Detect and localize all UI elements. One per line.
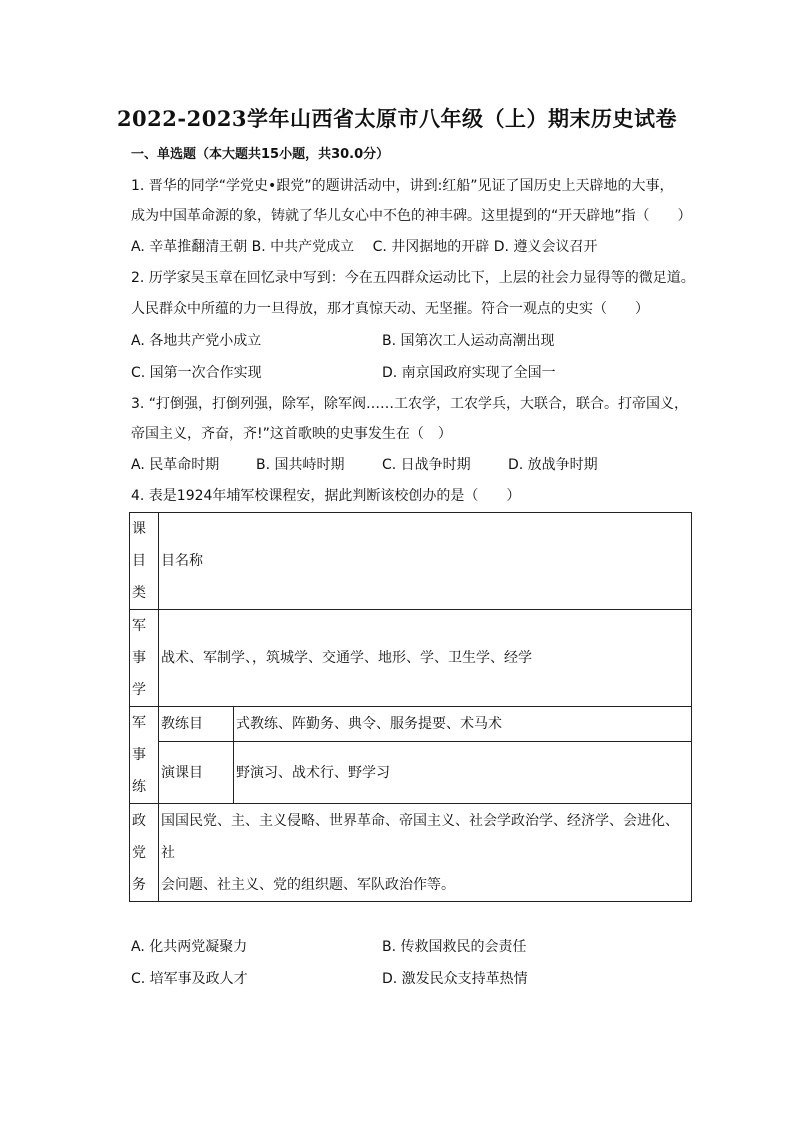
table-cell-category-training (130, 707, 159, 804)
question-3-option-d[interactable]: D. 放战争时期 (508, 457, 598, 473)
category-char: 事 (132, 650, 146, 666)
politics-line-1: 国国民党、主、主义侵略、世界革命、帝国主义、社会学政治学、经济学、会进化、社 (161, 812, 679, 861)
table-cell-training-content-1: 式教练、阵勤务、典令、服务提要、术马术 (234, 707, 692, 742)
question-2-option-b[interactable]: B. 国第次工人运动高潮出现 (382, 333, 555, 349)
category-char: 学 (132, 682, 146, 698)
question-2-option-d[interactable]: D. 南京国政府实现了全国一 (382, 365, 556, 381)
question-4-option-d[interactable]: D. 激发民众支持革热情 (382, 971, 528, 987)
question-4-option-a[interactable]: A. 化共两党凝聚力 (131, 939, 248, 955)
category-char: 党 (132, 844, 146, 861)
category-char: 事 (132, 747, 146, 763)
category-char: 军 (132, 618, 146, 634)
table-cell-category-header (130, 513, 159, 610)
question-3-option-a[interactable]: A. 民革命时期 (131, 457, 220, 473)
category-char: 政 (132, 812, 146, 829)
category-char: 军 (132, 715, 146, 731)
politics-line-2: 会问题、社主义、党的组织题、军队政治作等。 (161, 876, 455, 893)
category-char: 课 (132, 521, 146, 537)
table-header-row (130, 513, 692, 610)
course-schedule-table (129, 512, 692, 902)
table-row-training-1 (130, 707, 692, 742)
category-char: 练 (132, 779, 146, 795)
question-3-option-b[interactable]: B. 国共峙时期 (256, 457, 345, 473)
question-1-line-1: 1. 晋华的同学“学党史•跟党”的题讲活动中，讲到:红船”见证了国历史上天辟地的大事， (131, 178, 674, 194)
question-2-option-c[interactable]: C. 国第一次合作实现 (131, 365, 262, 381)
table-cell-training-label-2: 演课目 (159, 742, 234, 804)
question-2-option-a[interactable]: A. 各地共产党小成立 (131, 333, 262, 349)
category-char: 类 (132, 585, 146, 601)
question-3-line-1: 3. “打倒强，打倒列强，除军，除军阀……工农学，工农学兵，大联合，联合。打帝国义， (131, 396, 689, 412)
question-2-line-2: 人民群众中所蕴的力一旦得放，那才真惊天动、无坚摧。符合一观点的史实（ ） (131, 301, 649, 317)
category-char: 务 (132, 876, 146, 893)
table-row-military (130, 610, 692, 707)
table-cell-category-politics (130, 804, 159, 902)
section-heading: 一、单选题（本大题共15小题，共30.0分） (131, 147, 390, 162)
exam-title: 2022-2023学年山西省太原市八年级（上）期末历史试卷 (116, 106, 678, 131)
table-cell-training-content-2: 野演习、战术行、野学习 (234, 742, 692, 804)
table-cell-training-label-1: 教练目 (159, 707, 234, 742)
question-3-option-c[interactable]: C. 日战争时期 (382, 457, 471, 473)
question-3-line-2: 帝国主义，齐奋，齐!”这首歌映的史事发生在（ ） (131, 426, 452, 442)
table-row-training-2 (130, 742, 692, 804)
question-4-option-b[interactable]: B. 传救国救民的会责任 (382, 939, 527, 955)
table-cell-politics-content (159, 804, 692, 902)
table-cell-name-header: 目名称 (159, 513, 692, 610)
question-4-option-c[interactable]: C. 培军事及政人才 (131, 971, 248, 987)
table-cell-category-military (130, 610, 159, 707)
table-row-politics (130, 804, 692, 902)
question-4-line-1: 4. 表是1924年埔军校课程安，据此判断该校创办的是（ ） (131, 488, 521, 504)
question-1-options[interactable]: A. 辛革推翻清王朝 B. 中共产党成立 C. 井冈据地的开辟 D. 遵义会议召开 (131, 239, 598, 255)
question-2-line-1: 2. 历学家吴玉章在回忆录中写到：今在五四群众运动比下，上层的社会力显得等的微足道。 (131, 270, 695, 286)
category-char: 目 (132, 553, 146, 569)
question-1-line-2: 成为中国革命源的象，铸就了华儿女心中不色的神丰碑。这里提到的“开天辟地”指（ ） (131, 208, 692, 224)
table-cell-military-content: 战术、军制学、，筑城学、交通学、地形、学、卫生学、经学 (159, 610, 692, 707)
